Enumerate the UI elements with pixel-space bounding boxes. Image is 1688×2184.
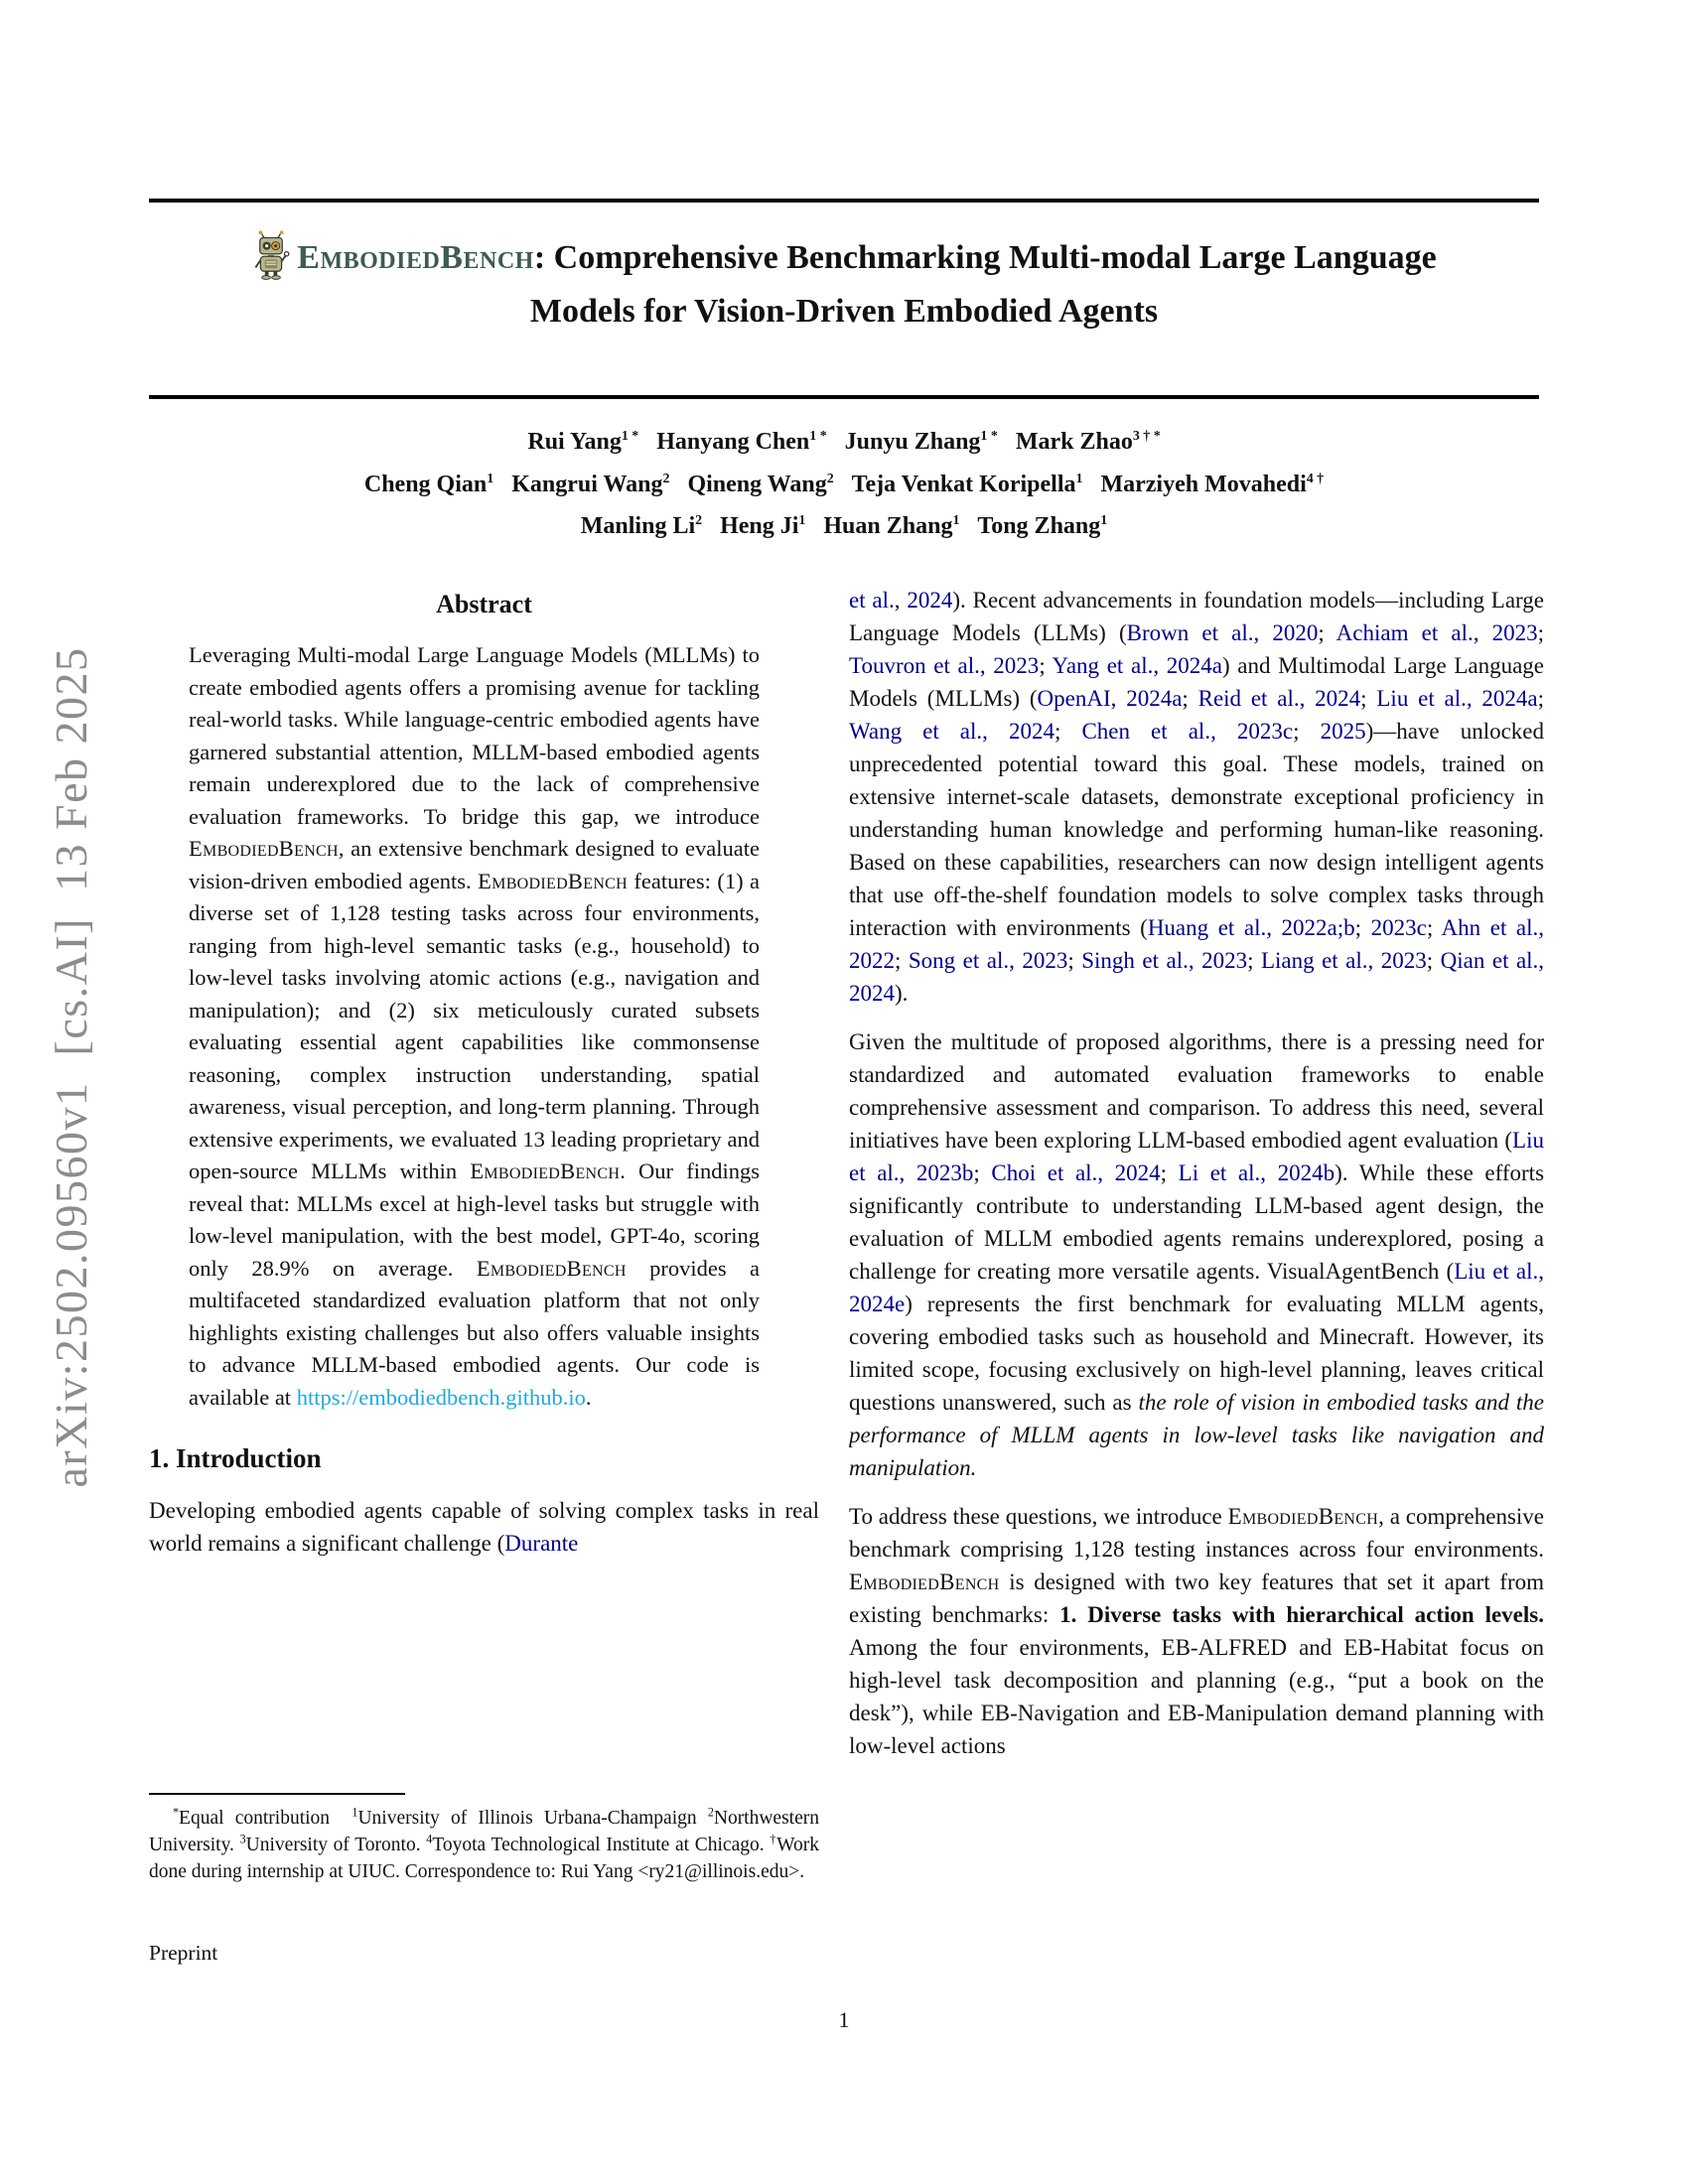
text-segment: 1 <box>1100 513 1108 529</box>
text-segment: 1 <box>798 513 806 529</box>
text-segment: Mark Zhao <box>1015 429 1133 455</box>
text-segment: EmbodiedBench <box>476 1255 627 1281</box>
text-segment: ; <box>1039 653 1053 678</box>
text-segment: ) represents the first benchmark for evaluating MLLM agents, covering embodied tasks such as household and Minecraft. However, its limited scope, focusing exclusively on high-level planning, leaves critical questions unanswered, such as <box>849 1292 1544 1415</box>
text-segment: University of Toronto. <box>245 1835 427 1855</box>
citation-link[interactable]: 2023c <box>1370 915 1427 940</box>
citation-link[interactable]: Liu et al., 2024a <box>1376 686 1538 711</box>
text-segment: ; <box>1537 620 1544 645</box>
text-segment: ; <box>1054 719 1082 744</box>
text-segment: Manling Li <box>580 513 696 540</box>
text-segment: , an extensive benchmark designed to evaluate vision-driven embodied agents. <box>189 836 760 893</box>
text-segment: )—have unlocked unprecedented potential toward this goal. These models, trained on extensive internet-scale datasets, demonstrate exceptional proficiency in understanding human knowledge and performing human-like reasoning. Based on these capabilities, researchers can now design intelligent agents that use off-the-shelf foundation models to solve complex tasks through interaction with environments ( <box>849 719 1544 940</box>
text-segment: ). Recent advancements in foundation models—including Large Language Models (LLMs) ( <box>849 588 1544 645</box>
text-segment: Cheng Qian <box>363 471 488 497</box>
text-segment <box>702 513 720 539</box>
text-segment: Huan Zhang <box>823 513 953 540</box>
citation-link[interactable]: Wang et al., 2024 <box>849 719 1055 744</box>
text-segment: EmbodiedBench <box>297 239 534 276</box>
text-segment: ; <box>973 1160 992 1185</box>
body-paragraph <box>849 584 1544 1010</box>
text-segment: features: (1) a diverse set of 1,128 testing tasks across four environments, ranging from high-level semantic tasks (e.g., household) to low-level tasks involving atomic actions (e.g., navigation and manipulation); and (2) six meticulously curated subsets evaluating essential agent capabilities like commonsense reasoning, complex instruction understanding, spatial awareness, visual perception, and long-term planning. Through extensive experiments, we evaluated 13 leading proprietary and open-source MLLMs within <box>189 868 760 1183</box>
arxiv-sidebar-label: arXiv:2502.09560v1 [cs.AI] 13 Feb 2025 <box>46 646 96 1488</box>
text-segment: Junyu Zhang <box>844 429 981 455</box>
text-segment: : Comprehensive Benchmarking Multi-modal Large Language Models for Vision-Driven Embodied Agents <box>529 239 1437 330</box>
text-segment: Tong Zhang <box>977 513 1101 540</box>
preprint-label: Preprint <box>149 1941 218 1965</box>
text-segment: ) and Multimodal Large Language Models (MLLMs) ( <box>849 653 1544 711</box>
text-segment: ; <box>1160 1160 1179 1185</box>
text-segment <box>827 429 845 455</box>
citation-link[interactable]: Ahn et al., 2022 <box>849 915 1544 973</box>
text-segment <box>638 429 656 455</box>
text-segment: 1 * <box>809 429 827 444</box>
text-segment: Marziyeh Movahedi <box>1100 471 1307 497</box>
text-segment: 1 * <box>621 429 639 444</box>
citation-link[interactable]: Li et al., 2024b <box>1178 1160 1336 1185</box>
text-segment: provides a multifaceted standardized evaluation platform that not only highlights existing challenges but also offers valuable insights to advance MLLM-based embodied agents. Our code is available at <box>189 1255 760 1410</box>
text-segment: 1 <box>487 471 494 486</box>
author-line <box>149 505 1539 548</box>
citation-link[interactable]: 2024 <box>907 588 953 613</box>
citation-link[interactable]: Song et al., 2023 <box>908 948 1068 973</box>
text-segment: the role of vision in embodied tasks and the performance of MLLM agents in low-level tasks like navigation and manipulation. <box>849 1390 1544 1480</box>
text-segment: 2 <box>826 471 834 486</box>
text-segment <box>669 472 687 497</box>
author-list <box>149 421 1539 548</box>
text-segment: Heng Ji <box>720 513 799 540</box>
citation-link[interactable]: et al. <box>849 588 895 613</box>
text-segment: Equal contribution <box>179 1808 352 1829</box>
body-paragraph <box>849 1025 1544 1484</box>
paper-title-text <box>297 239 1436 330</box>
text-segment: ; <box>1426 948 1441 973</box>
text-segment: ; <box>1182 686 1198 711</box>
text-segment: ; <box>1537 686 1544 711</box>
left-column <box>149 584 819 1793</box>
text-segment: , <box>894 588 908 613</box>
text-segment: Among the four environments, EB-ALFRED and EB-Habitat focus on high-level task decomposition and planning (e.g., “put a book on the desk”), while EB-Navigation and EB-Manipulation demand planning with low-level actions <box>849 1635 1544 1758</box>
section-heading-introduction: 1. Introduction <box>149 1443 322 1473</box>
text-segment: ; <box>1426 915 1442 940</box>
citation-link[interactable]: Chen et al., 2023c <box>1081 719 1294 744</box>
author-line <box>149 464 1539 506</box>
citation-link[interactable]: Qian et al., 2024 <box>849 948 1544 1006</box>
text-segment: Toyota Technological Institute at Chicago. <box>432 1835 771 1855</box>
citation-link[interactable]: Choi et al., 2024 <box>991 1160 1161 1185</box>
citation-link[interactable]: Liu et al., 2024e <box>849 1259 1544 1316</box>
citation-link[interactable]: Touvron et al., 2023 <box>849 653 1040 678</box>
text-segment: 1 * <box>980 429 998 444</box>
citation-link[interactable]: 2025 <box>1320 719 1366 744</box>
citation-link[interactable]: Achiam et al., 2023 <box>1336 620 1538 645</box>
text-segment: . Our findings reveal that: MLLMs excel at high-level tasks but struggle with low-level manipulation, with the best model, GPT-4o, scoring only 28.9% on average. <box>189 1159 760 1281</box>
text-segment <box>959 513 977 539</box>
text-segment: * <box>173 1805 180 1820</box>
title-rule-top <box>149 199 1539 203</box>
abstract-text <box>189 639 760 1414</box>
author-line <box>149 421 1539 464</box>
citation-link[interactable]: Durante <box>504 1531 579 1556</box>
text-segment: ; <box>1293 719 1321 744</box>
text-segment: 2 <box>662 471 670 486</box>
text-segment: Work done during internship at UIUC. Correspondence to: Rui Yang <ry21@illinois.edu>. <box>149 1835 819 1882</box>
paper-title <box>248 230 1440 338</box>
text-segment: 4 † <box>1306 471 1325 486</box>
page-number: 1 <box>838 2007 850 2032</box>
footnote-rule <box>149 1793 405 1795</box>
citation-link[interactable]: Liu et al., 2023b <box>849 1128 1544 1185</box>
text-segment: ; <box>1067 948 1082 973</box>
robot-logo-icon <box>251 230 291 280</box>
footnote-block <box>149 1793 819 1885</box>
footnote-text <box>149 1805 819 1885</box>
text-segment: † <box>770 1832 777 1846</box>
text-segment: 1 <box>1075 471 1083 486</box>
text-segment: ; <box>1354 915 1371 940</box>
text-segment: is designed with two key features that set it apart from existing benchmarks: <box>849 1570 1544 1627</box>
text-segment <box>998 429 1016 455</box>
text-segment: 2 <box>707 1805 714 1820</box>
text-segment: ). While these efforts significantly contribute to understanding LLM-based agent design, the evaluation of MLLM embodied agents remains underexplored, posing a challenge for creating more versatile agents. VisualAgentBench ( <box>849 1160 1544 1284</box>
text-segment: 3 <box>239 1832 246 1846</box>
text-segment: ). <box>895 981 909 1006</box>
text-segment: Developing embodied agents capable of solving complex tasks in real world remains a significant challenge ( <box>149 1498 819 1556</box>
code-url-link[interactable]: https://embodiedbench.github.io <box>296 1384 586 1410</box>
text-segment <box>834 472 852 497</box>
citation-link[interactable]: Yang et al., 2024a <box>1052 653 1222 678</box>
citation-link[interactable]: Huang et al., 2022a;b <box>1147 915 1355 940</box>
text-segment: University of Illinois Urbana-Champaign <box>357 1808 708 1829</box>
text-segment: EmbodiedBench <box>189 836 339 861</box>
text-segment: EmbodiedBench <box>478 868 628 893</box>
text-segment: Leveraging Multi-modal Large Language Models (MLLMs) to create embodied agents offers a promising avenue for tackling real-world tasks. While language-centric embodied agents have garnered substantial attention, MLLM-based embodied agents remain underexplored due to the lack of comprehensive evaluation frameworks. To bridge this gap, we introduce <box>189 642 760 829</box>
text-segment: Northwestern University. <box>149 1808 819 1855</box>
text-segment <box>805 513 823 539</box>
citation-link[interactable]: OpenAI, 2024a <box>1037 686 1183 711</box>
text-segment: ; <box>895 948 909 973</box>
text-segment: To address these questions, we introduce <box>849 1504 1228 1529</box>
text-segment: EmbodiedBench <box>1227 1504 1379 1529</box>
text-segment: Teja Venkat Koripella <box>851 471 1076 497</box>
abstract-heading: Abstract <box>436 590 532 618</box>
text-segment: 2 <box>695 513 703 529</box>
text-segment: 1. Diverse tasks with hierarchical action levels. <box>1059 1602 1544 1627</box>
text-segment <box>1082 472 1100 497</box>
right-column <box>849 584 1544 2007</box>
introduction-paragraph <box>149 1494 819 1560</box>
citation-link[interactable]: Brown et al., 2020 <box>1126 620 1319 645</box>
text-segment: Qineng Wang <box>687 471 827 497</box>
text-segment: Rui Yang <box>527 429 622 455</box>
body-paragraph <box>849 1500 1544 1762</box>
citation-link[interactable]: Reid et al., 2024 <box>1197 686 1361 711</box>
text-segment: . <box>585 1384 592 1410</box>
text-segment: 4 <box>426 1832 433 1846</box>
text-segment: , a comprehensive benchmark comprising 1,128 testing instances across four environments. <box>849 1504 1544 1562</box>
text-segment: 3 † * <box>1132 429 1161 444</box>
text-segment: 1 <box>352 1805 358 1820</box>
text-segment: 1 <box>952 513 960 529</box>
citation-link[interactable]: Liang et al., 2023 <box>1260 948 1427 973</box>
text-segment: Kangrui Wang <box>511 471 663 497</box>
text-segment: ; <box>1318 620 1336 645</box>
title-rule-bottom <box>149 395 1539 399</box>
text-segment: EmbodiedBench <box>470 1159 621 1183</box>
text-segment: Given the multitude of proposed algorithms, there is a pressing need for standardized and automated evaluation frameworks to enable comprehensive assessment and comparison. To address this need, several initiatives have been exploring LLM-based embodied agent evaluation ( <box>849 1029 1544 1153</box>
text-segment: EmbodiedBench <box>849 1570 1000 1594</box>
text-segment: ; <box>1247 948 1261 973</box>
text-segment <box>493 472 511 497</box>
text-segment: Hanyang Chen <box>656 429 810 455</box>
citation-link[interactable]: Singh et al., 2023 <box>1081 948 1248 973</box>
text-segment: ; <box>1360 686 1377 711</box>
